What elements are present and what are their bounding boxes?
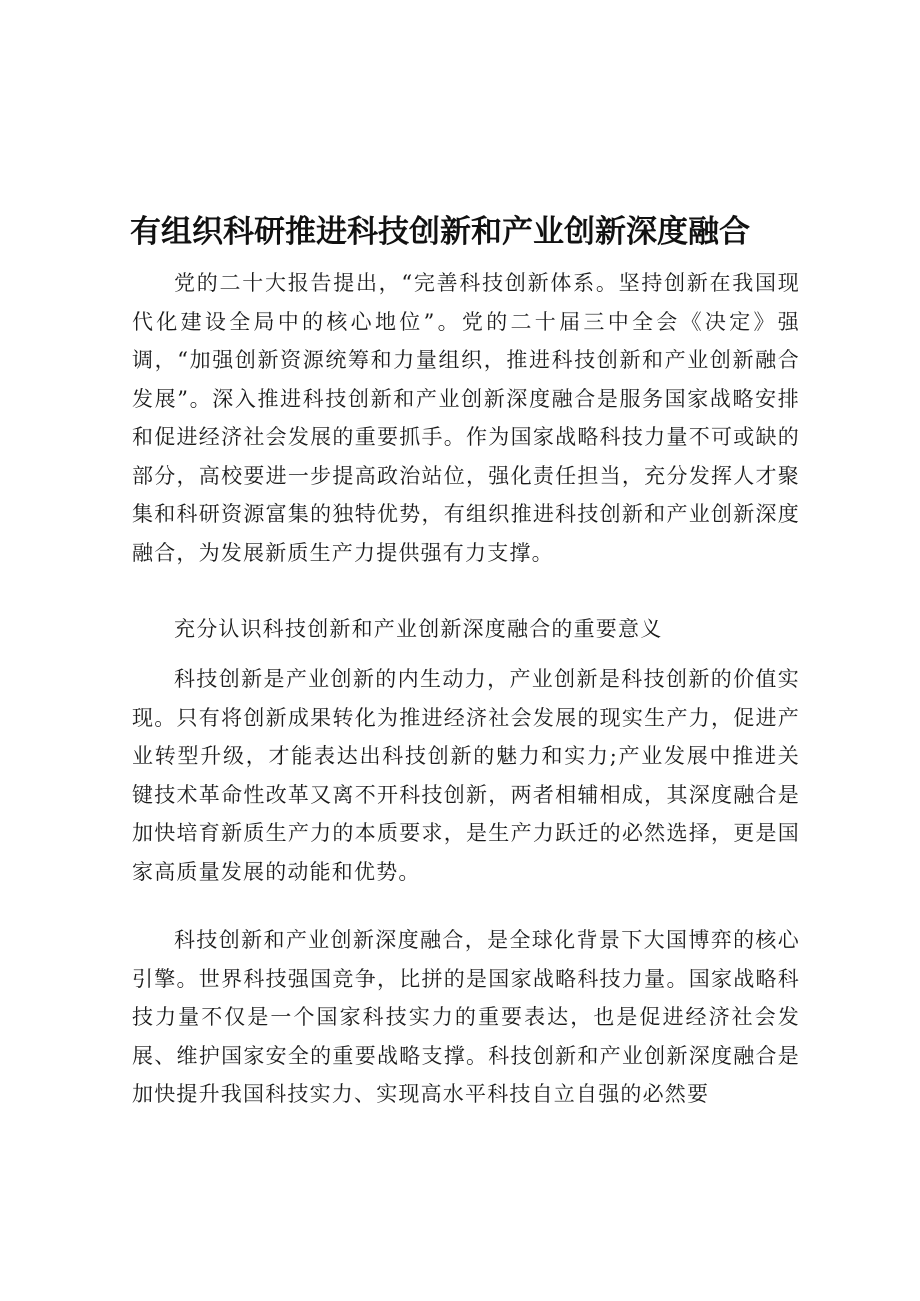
document-title: 有组织科研推进科技创新和产业创新深度融合	[130, 214, 750, 250]
paragraph-intro: 党的二十大报告提出，“完善科技创新体系。坚持创新在我国现代化建设全局中的核心地位”。党的二十届三中全会《决定》强调，“加强创新资源统筹和力量组织，推进科技创新和产业创新融合发展”。深入推进科技创新和产业创新深度融合是服务国家战略安排和促进经济社会发展的重要抓手。作为国家战略科技力量不可或缺的部分，高校要进一步提高政治站位，强化责任担当，充分发挥人才聚集和科研资源富集的独特优势，有组织推进科技创新和产业创新深度融合，为发展新质生产力提供强有力支撑。	[132, 271, 800, 565]
section-heading: 充分认识科技创新和产业创新深度融合的重要意义	[174, 617, 663, 641]
paragraph-significance-1: 科技创新是产业创新的内生动力，产业创新是科技创新的价值实现。只有将创新成果转化为推进经济社会发展的现实生产力，促进产业转型升级，才能表达出科技创新的魅力和实力;产业发展中推进关键技术革命性改革又离不开科技创新，两者相辅相成，其深度融合是加快培育新质生产力的本质要求，是生产力跃迁的必然选择，更是国家高质量发展的动能和优势。	[132, 667, 800, 884]
paragraph-significance-2: 科技创新和产业创新深度融合，是全球化背景下大国博弈的核心引擎。世界科技强国竞争，比拼的是国家战略科技力量。国家战略科技力量不仅是一个国家科技实力的重要表达，也是促进经济社会发展、维护国家安全的重要战略支撑。科技创新和产业创新深度融合是加快提升我国科技实力、实现高水平科技自立自强的必然要	[132, 928, 800, 1106]
